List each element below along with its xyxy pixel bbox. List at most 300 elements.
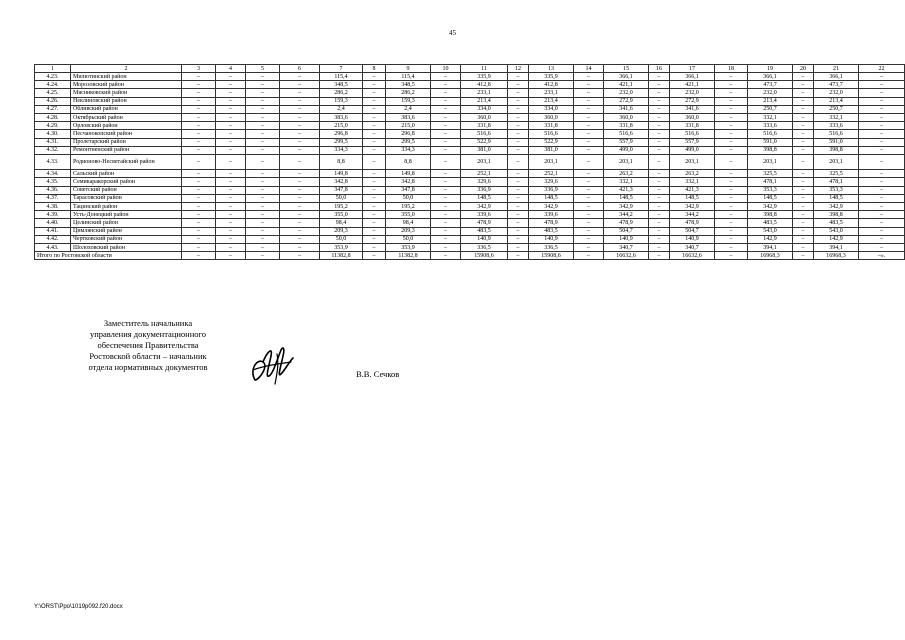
table-cell: – — [182, 105, 216, 113]
table-cell: Мясниковский район — [71, 89, 182, 97]
table-cell: Тарасовский район — [71, 194, 182, 202]
table-cell: – — [363, 138, 386, 146]
table-cell: – — [363, 113, 386, 121]
table-cell: – — [280, 81, 320, 89]
table-cell: 209,3 — [386, 227, 431, 235]
table-cell: 342,9 — [529, 203, 574, 211]
table-cell: Советский район — [71, 186, 182, 194]
table-cell: 4.35. — [35, 178, 71, 186]
table-cell: 347,8 — [386, 186, 431, 194]
table-cell: 342,9 — [748, 203, 793, 211]
table-cell: 213,4 — [748, 97, 793, 105]
table-cell: – — [363, 235, 386, 243]
table-cell: 329,6 — [461, 178, 508, 186]
table-cell: 478,1 — [748, 178, 793, 186]
table-cell: – — [431, 227, 461, 235]
table-cell: 148,5 — [529, 194, 574, 202]
table-cell: – — [216, 130, 246, 138]
table-cell: 557,9 — [604, 138, 649, 146]
table-cell: – — [649, 73, 670, 81]
table-cell: 335,9 — [529, 73, 574, 81]
table-cell: 339,6 — [461, 211, 508, 219]
table-cell: 366,1 — [604, 73, 649, 81]
table-cell: – — [649, 89, 670, 97]
table-cell: – — [246, 81, 280, 89]
table-cell: 149,8 — [386, 170, 431, 178]
table-cell: 473,7 — [748, 81, 793, 89]
table-cell: 4.40. — [35, 219, 71, 227]
table-cell: 272,9 — [604, 97, 649, 105]
table-cell: – — [649, 243, 670, 251]
table-total-row — [35, 252, 905, 260]
table-cell: 22 — [859, 65, 905, 73]
data-table — [34, 64, 905, 260]
table-cell: – — [431, 146, 461, 154]
table-cell: – — [280, 170, 320, 178]
table-cell: – — [793, 130, 814, 138]
table-cell: 522,9 — [461, 138, 508, 146]
table-cell: 383,6 — [386, 113, 431, 121]
table-cell: – — [649, 227, 670, 235]
table-cell: – — [216, 97, 246, 105]
signature-title-line: отдела нормативных документов — [88, 362, 208, 373]
table-cell: Чертковский район — [71, 235, 182, 243]
table-cell: 412,8 — [461, 81, 508, 89]
table-cell: – — [182, 211, 216, 219]
table-cell: – — [182, 146, 216, 154]
table-cell: – — [793, 89, 814, 97]
table-cell: – — [363, 89, 386, 97]
table-cell: Итого по Ростовской области — [35, 252, 182, 260]
table-cell: 394,1 — [814, 243, 859, 251]
table-cell: 334,0 — [529, 105, 574, 113]
table-cell: – — [246, 130, 280, 138]
table-cell: 412,8 — [529, 81, 574, 89]
table-cell: 355,0 — [320, 211, 363, 219]
table-cell: 381,0 — [529, 146, 574, 154]
table-row — [35, 89, 905, 97]
signature-title — [63, 318, 233, 373]
table-cell: 342,9 — [604, 203, 649, 211]
table-row — [35, 170, 905, 178]
table-cell: – — [574, 97, 604, 105]
table-cell: 516,6 — [604, 130, 649, 138]
signature-title-line: Ростовской области – начальник — [89, 351, 207, 362]
table-row — [35, 227, 905, 235]
table-cell: 16632,6 — [670, 252, 715, 260]
table-cell: – — [182, 227, 216, 235]
table-cell: 4.26. — [35, 97, 71, 105]
table-cell: 516,6 — [748, 130, 793, 138]
table-cell: – — [715, 130, 748, 138]
table-cell: – — [431, 97, 461, 105]
table-cell: 148,5 — [670, 194, 715, 202]
table-cell: – — [216, 89, 246, 97]
table-cell: 333,6 — [748, 122, 793, 130]
table-cell: – — [508, 122, 529, 130]
table-cell: 4.28. — [35, 113, 71, 121]
table-cell: 421,1 — [604, 81, 649, 89]
table-cell: 557,9 — [670, 138, 715, 146]
table-cell: Семикаракорский район — [71, 178, 182, 186]
table-cell: 504,7 — [604, 227, 649, 235]
table-cell: 591,0 — [814, 138, 859, 146]
table-cell: – — [216, 211, 246, 219]
table-cell: 250,7 — [748, 105, 793, 113]
table-cell: 263,2 — [670, 170, 715, 178]
table-cell: – — [246, 203, 280, 211]
table-cell: 2,4 — [386, 105, 431, 113]
table-cell: – — [715, 73, 748, 81]
table-cell: – — [574, 73, 604, 81]
table-cell: – — [431, 130, 461, 138]
table-cell: 21 — [814, 65, 859, 73]
table-row — [35, 178, 905, 186]
table-cell: 398,8 — [748, 146, 793, 154]
table-cell: – — [431, 138, 461, 146]
table-cell: 115,4 — [386, 73, 431, 81]
table-cell: – — [508, 219, 529, 227]
table-cell: 504,7 — [670, 227, 715, 235]
table-cell: – — [508, 130, 529, 138]
table-cell: – — [574, 81, 604, 89]
table-cell: – — [508, 235, 529, 243]
table-cell: 4.23. — [35, 73, 71, 81]
table-cell: – — [182, 219, 216, 227]
table-cell: – — [793, 81, 814, 89]
table-cell: – — [431, 252, 461, 260]
table-cell: – — [574, 186, 604, 194]
table-cell: – — [431, 170, 461, 178]
table-cell: – — [859, 186, 905, 194]
table-cell: – — [182, 122, 216, 130]
table-cell: 381,0 — [461, 146, 508, 154]
table-row — [35, 211, 905, 219]
table-cell: 398,8 — [814, 146, 859, 154]
table-cell: 332,1 — [670, 178, 715, 186]
table-cell: – — [216, 113, 246, 121]
table-cell: 140,9 — [670, 235, 715, 243]
table-cell: 334,0 — [461, 105, 508, 113]
table-cell: 272,9 — [670, 97, 715, 105]
table-cell: – — [182, 194, 216, 202]
table-cell: – — [431, 186, 461, 194]
table-cell: 478,9 — [670, 219, 715, 227]
table-cell: 250,7 — [814, 105, 859, 113]
table-cell: – — [216, 146, 246, 154]
table-cell: 344,2 — [670, 211, 715, 219]
table-cell: – — [859, 170, 905, 178]
table-cell: 4.43. — [35, 243, 71, 251]
table-cell: – — [431, 203, 461, 211]
table-cell: – — [649, 252, 670, 260]
table-cell: Цимлянский район — [71, 227, 182, 235]
table-cell: 148,5 — [461, 194, 508, 202]
table-cell: – — [280, 178, 320, 186]
table-cell: 329,6 — [529, 178, 574, 186]
table-cell: – — [280, 122, 320, 130]
table-cell: – — [793, 122, 814, 130]
table-cell: – — [574, 154, 604, 169]
table-cell: – — [508, 178, 529, 186]
table-cell: – — [793, 178, 814, 186]
table-row — [35, 235, 905, 243]
table-cell: – — [574, 89, 604, 97]
table-cell: 342,9 — [461, 203, 508, 211]
table-cell: – — [793, 113, 814, 121]
table-cell: – — [363, 186, 386, 194]
table-cell: – — [793, 105, 814, 113]
table-cell: 159,3 — [386, 97, 431, 105]
table-cell: – — [793, 194, 814, 202]
table-cell: – — [793, 252, 814, 260]
table-cell: – — [246, 105, 280, 113]
table-cell: 1 — [35, 65, 71, 73]
table-cell: 516,6 — [670, 130, 715, 138]
table-cell: – — [363, 243, 386, 251]
table-cell: 159,3 — [320, 97, 363, 105]
table-cell: – — [508, 252, 529, 260]
table-cell: 499,0 — [604, 146, 649, 154]
table-cell: – — [280, 73, 320, 81]
table-cell: – — [216, 186, 246, 194]
table-cell: 483,5 — [461, 227, 508, 235]
table-cell: – — [182, 138, 216, 146]
table-cell: – — [649, 130, 670, 138]
table-cell: Пролетарский район — [71, 138, 182, 146]
table-cell: 342,9 — [670, 203, 715, 211]
table-cell: 339,6 — [529, 211, 574, 219]
table-cell: 398,8 — [814, 211, 859, 219]
table-cell: – — [574, 243, 604, 251]
table-cell: 591,0 — [748, 138, 793, 146]
signature-title-line: обеспечения Правительства — [97, 340, 199, 351]
table-cell: 4.42. — [35, 235, 71, 243]
table-cell: – — [280, 219, 320, 227]
table-cell: 50,0 — [386, 235, 431, 243]
table-cell: Усть-Донецкий район — [71, 211, 182, 219]
table-cell: 353,9 — [386, 243, 431, 251]
table-cell: – — [649, 113, 670, 121]
table-row — [35, 73, 905, 81]
table-cell: 341,6 — [604, 105, 649, 113]
table-cell: – — [280, 154, 320, 169]
table-cell: – — [182, 203, 216, 211]
table-row — [35, 243, 905, 251]
table-cell: – — [246, 178, 280, 186]
table-cell: 499,0 — [670, 146, 715, 154]
table-cell: 203,1 — [529, 154, 574, 169]
table-cell: 203,1 — [814, 154, 859, 169]
table-cell: 4 — [216, 65, 246, 73]
table-cell: – — [859, 235, 905, 243]
table-cell: – — [574, 194, 604, 202]
table-cell: – — [431, 194, 461, 202]
table-cell: – — [246, 194, 280, 202]
table-cell: – — [182, 73, 216, 81]
table-cell: 263,2 — [604, 170, 649, 178]
table-cell: 4.41. — [35, 227, 71, 235]
table-cell: 148,5 — [748, 194, 793, 202]
table-cell: Неклиновский район — [71, 97, 182, 105]
table-cell: 215,0 — [320, 122, 363, 130]
table-row — [35, 203, 905, 211]
table-row — [35, 105, 905, 113]
table-cell: – — [508, 81, 529, 89]
table-cell: – — [649, 154, 670, 169]
table-cell: – — [280, 235, 320, 243]
table-cell: – — [793, 97, 814, 105]
table-cell: – — [246, 235, 280, 243]
table-cell: – — [649, 170, 670, 178]
table-cell: – — [508, 186, 529, 194]
table-cell: Песчанокопский район — [71, 130, 182, 138]
table-cell: – — [363, 170, 386, 178]
table-cell: 522,9 — [529, 138, 574, 146]
table-cell: – — [508, 89, 529, 97]
table-cell: – — [280, 252, 320, 260]
table-cell: 16968,3 — [814, 252, 859, 260]
table-cell: 4.24. — [35, 81, 71, 89]
table-cell: 140,9 — [604, 235, 649, 243]
table-cell: 299,5 — [320, 138, 363, 146]
table-cell: Октябрьский район — [71, 113, 182, 121]
table-cell: – — [574, 211, 604, 219]
table-cell: – — [216, 203, 246, 211]
table-cell: – — [363, 252, 386, 260]
table-cell: 483,5 — [529, 227, 574, 235]
table-header-row — [35, 65, 905, 73]
table-cell: – — [574, 122, 604, 130]
table-cell: 195,2 — [320, 203, 363, 211]
table-cell: – — [216, 227, 246, 235]
table-cell: 478,9 — [604, 219, 649, 227]
table-cell: – — [363, 194, 386, 202]
table-cell: – — [363, 178, 386, 186]
table-cell: 483,5 — [748, 219, 793, 227]
table-cell: – — [649, 219, 670, 227]
table-cell: 203,1 — [604, 154, 649, 169]
table-cell: – — [859, 97, 905, 105]
table-cell: – — [859, 146, 905, 154]
table-cell: – — [246, 170, 280, 178]
table-cell: – — [280, 203, 320, 211]
table-cell: 344,2 — [604, 211, 649, 219]
table-cell: 2,4 — [320, 105, 363, 113]
table-cell: – — [859, 105, 905, 113]
table-cell: – — [363, 227, 386, 235]
table-cell: – — [859, 122, 905, 130]
table-cell: – — [508, 73, 529, 81]
table-cell: Тацинский район — [71, 203, 182, 211]
table-cell: – — [246, 89, 280, 97]
table-cell: 366,1 — [670, 73, 715, 81]
table-cell: 5 — [246, 65, 280, 73]
table-cell: 478,1 — [814, 178, 859, 186]
table-cell: – — [508, 243, 529, 251]
table-cell: 4.36. — [35, 186, 71, 194]
table-cell: 325,5 — [748, 170, 793, 178]
table-cell: 15908,6 — [461, 252, 508, 260]
table-cell: 4.27. — [35, 105, 71, 113]
table-cell: – — [859, 89, 905, 97]
table-cell: 336,9 — [529, 186, 574, 194]
table-cell: – — [715, 113, 748, 121]
table-cell: 4.37. — [35, 194, 71, 202]
table-cell: – — [431, 219, 461, 227]
table-cell: 203,1 — [461, 154, 508, 169]
handwritten-signature — [247, 340, 297, 388]
table-cell: – — [246, 113, 280, 121]
table-cell: 10 — [431, 65, 461, 73]
table-cell: 50,0 — [320, 194, 363, 202]
table-cell: 473,7 — [814, 81, 859, 89]
table-cell: – — [793, 146, 814, 154]
table-cell: 252,1 — [461, 170, 508, 178]
table-cell: – — [649, 81, 670, 89]
table-cell: 7 — [320, 65, 363, 73]
page-number: 45 — [449, 29, 456, 37]
table-cell: – — [859, 113, 905, 121]
table-cell: 299,5 — [386, 138, 431, 146]
table-cell: – — [574, 252, 604, 260]
table-cell: – — [216, 122, 246, 130]
file-path: Y:\ORST\Ppo\1019p092.f20.docx — [34, 604, 123, 610]
table-cell: 353,9 — [320, 243, 363, 251]
table-cell: – — [649, 178, 670, 186]
table-cell: – — [715, 243, 748, 251]
table-cell: 421,1 — [670, 81, 715, 89]
table-cell: – — [574, 105, 604, 113]
table-cell: – — [715, 194, 748, 202]
table-cell: Обливский район — [71, 105, 182, 113]
table-cell: – — [715, 154, 748, 169]
table-cell: – — [715, 178, 748, 186]
table-cell: – — [715, 89, 748, 97]
table-cell: – — [280, 130, 320, 138]
table-cell: 353,3 — [748, 186, 793, 194]
table-cell: – — [363, 81, 386, 89]
table-cell: – — [280, 138, 320, 146]
table-cell: – — [649, 194, 670, 202]
table-cell: 360,0 — [461, 113, 508, 121]
table-cell: 203,1 — [748, 154, 793, 169]
table-cell: 296,8 — [386, 130, 431, 138]
table-cell: – — [508, 170, 529, 178]
signature-title-line: управления документационного — [89, 329, 207, 340]
table-cell: – — [246, 211, 280, 219]
table-cell: 421,3 — [604, 186, 649, 194]
table-cell: 232,0 — [748, 89, 793, 97]
table-cell: – — [182, 243, 216, 251]
table-cell: 516,6 — [461, 130, 508, 138]
table-cell: – — [431, 122, 461, 130]
table-cell: 342,8 — [320, 178, 363, 186]
table-row — [35, 113, 905, 121]
table-cell: – — [859, 130, 905, 138]
table-cell: – — [280, 227, 320, 235]
table-cell: Ремонтненский район — [71, 146, 182, 154]
table-cell: – — [216, 178, 246, 186]
table-cell: – — [574, 178, 604, 186]
signer-name: В.В. Сечков — [356, 369, 400, 379]
table-cell: – — [574, 113, 604, 121]
table-cell: – — [363, 146, 386, 154]
table-cell: 516,6 — [529, 130, 574, 138]
table-cell: Сальский район — [71, 170, 182, 178]
table-cell: 4.33. — [35, 154, 71, 169]
table-cell: 140,9 — [529, 235, 574, 243]
